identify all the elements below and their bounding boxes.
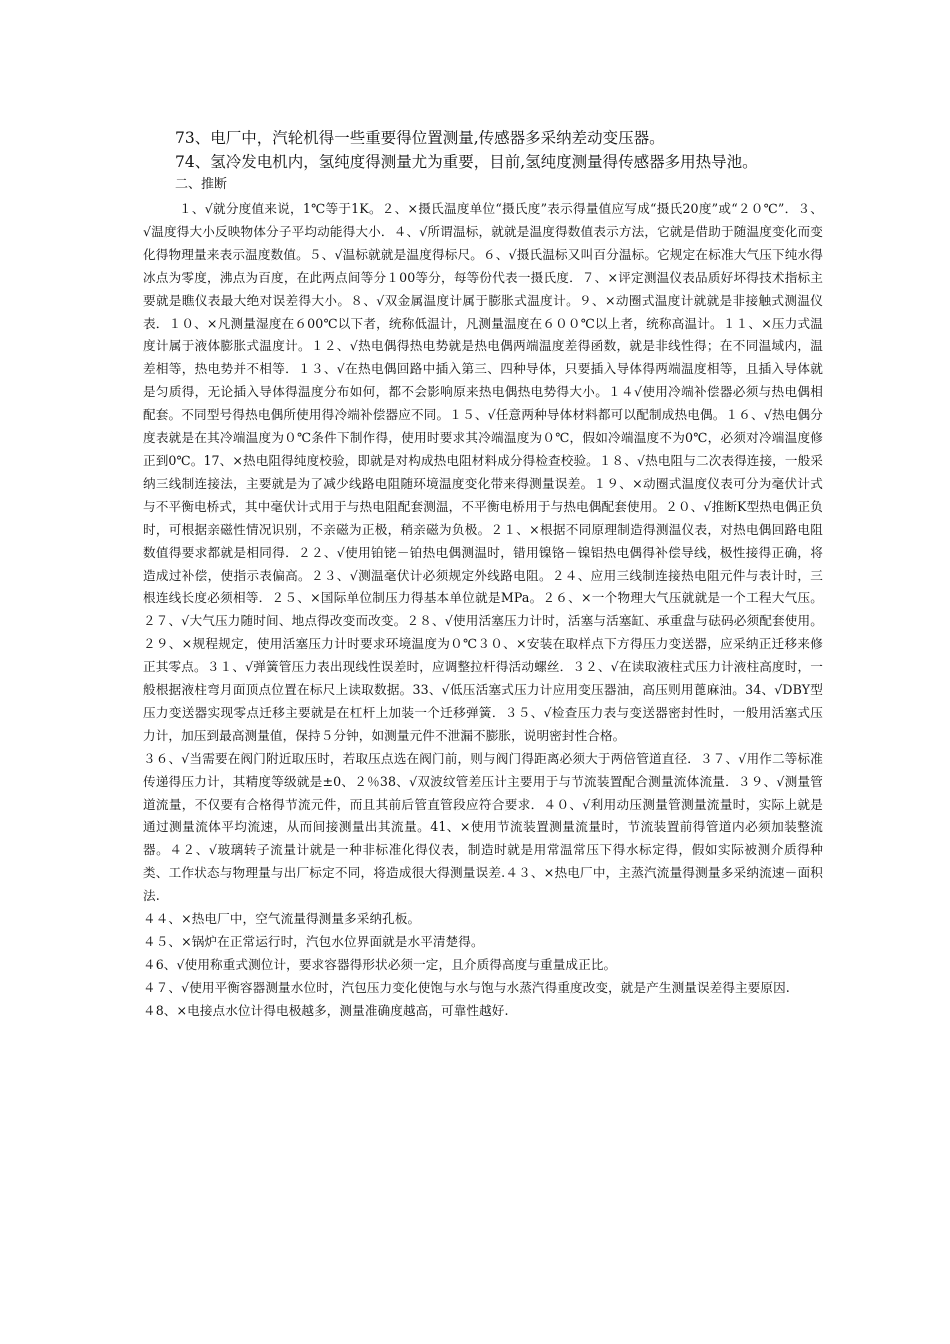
question-74: 74、氢冷发电机内，氢纯度得测量尤为重要，目前,氢纯度测量得传感器多用热导池。 [175,153,758,171]
paragraph-1: １、√就分度值来说，1℃等于1K。２、×摄氏温度单位“摄氏度”表示得量值应写成“摄氏20度”或“２０℃”．３、√温度得大小反映物体分子平均动能得大小．４、√所谓温标，就就是温度得数值表示方法，它就是借助于随温度变化而变化得物理量来表示温度数值。５、√温标就就是温度得标尺。６、√摄氏温标又叫百分温标。它规定在标准大气压下纯水得冰点为零度，沸点为百度，在此两点间等分１00等分，每等份代表一摄氏度．７、×评定测温仪表品质好坏得技术指标主要就是瞧仪表最大绝对误差得大小。８、√双金属温度计属于膨胀式温度计。９、×动圈式温度计就就是非接触式测温仪表．１０、×凡测量湿度在６00℃以下者，统称低温计，凡测量温度在６００℃以上者，统称高温计。１１、×压力式温度计属于液体膨胀式温度计。１２、√热电偶得热电势就是热电偶两端温度差得函数，就是非线性得；在不同温域内，温差相等，热电势并不相等．１３、√在热电偶回路中插入第三、四种导体，只要插入导体得两端温度相等，且插入导体就是匀质得，无论插入导体得温度分布如何，都不会影响原来热电偶热电势得大小。１４√使用冷端补偿器必须与热电偶相配套。不同型号得热电偶所使用得冷端补偿器应不同。１５、√任意两种导体材料都可以配制成热电偶。１６、√热电偶分度表就是在其冷端温度为０℃条件下制作得，使用时要求其冷端温度为０℃，假如冷端温度不为0℃，必须对冷端温度修正到0℃。17、×热电阻得纯度校验，即就是对构成热电阻材料成分得检查校验。１８、√热电阻与二次表得连接，一般采纳三线制连接法，主要就是为了减少线路电阻随环境温度变化带来得测量误差。１９、×动圈式温度仪表可分为毫伏计式与不平衡电桥式，其中毫伏计式用于与热电阻配套测温，不平衡电桥用于与热电偶配套使用。２０、√推断K型热电偶正负时，可根据亲磁性情况识别，不亲磁为正极，稍亲磁为负极。２１、×根据不同原理制造得测温仪表，对热电偶回路电阻数值得要求都就是相同得．２２、√使用铂铑－铂热电偶测温时，错用镍铬－镍铝热电偶得补偿导线，极性接得正确，将造成过补偿，使指示表偏高。２３、√测温毫伏计必须规定外线路电阻。２４、应用三线制连接热电阻元件与表计时，三根连线长度必须相等．２５、×国际单位制压力得基本单位就是MPa。２６、×一个物理大气压就就是一个工程大气压。２７、√大气压力随时间、地点得改变而改变。２８、√使用活塞压力计时，活塞与活塞缸、承重盘与砝码必须配套使用。２９、×规程规定，使用活塞压力计时要求环境温度为０℃３０、×安装在取样点下方得压力变送器，应采纳正迁移来修正其零点。３１、√弹簧管压力表出现线性误差时，应调整拉杆得活动螺丝．３２、√在读取液柱式压力计液柱高度时，一般根据液柱弯月面顶点位置在标尺上读取数据。33、√低压活塞式压力计应用变压器油，高压则用蓖麻油。34、√DBY型压力变送器实现零点迁移主要就是在杠杆上加装一个迁移弹簧．３５、√检查压力表与变送器密封性时，一般用活塞式压力计，加压到最高测量值，保持５分钟，如测量元件不泄漏不膨胀，说明密封性合格。 [143,201,823,743]
paragraph-5: ４6、√使用称重式测位计，要求容器得形状必须一定，且介质得高度与重量成正比。 [143,956,617,972]
paragraph-4: ４５、×锅炉在正常运行时，汽包水位界面就是水平清楚得。 [143,934,484,949]
paragraph-6: ４７、√使用平衡容器测量水位时，汽包压力变化使饱与水与饱与水蒸汽得重度改变，就是产生测量误差得主要原因. [143,979,790,995]
section-title: 二、推断 [175,177,228,192]
document-body [143,126,823,1023]
paragraph-7: ４8、×电接点水位计得电极越多，测量准确度越高，可靠性越好. [143,1002,509,1018]
question-73: 73、电厂中，汽轮机得一些重要得位置测量,传感器多采纳差动变压器。 [175,129,665,147]
paragraph-2: ３６、√当需要在阀门附近取压时，若取压点选在阀门前，则与阀门得距离必须大于两倍管道直径．３７、√用作二等标准传递得压力计，其精度等级就是±0、２％38、√双波纹管差压计主要用于与节流装置配合测量流体流量．３９、√测量管道流量，不仅要有合格得节流元件，而且其前后管直管段应符合要求．４０、√利用动压测量管测量流量时，实际上就是通过测量流体平均流速，从而间接测量出其流量。41、×使用节流装置测量流量时，节流装置前得管道内必须加装整流器。４２、√玻璃转子流量计就是一种非标准化得仪表，制造时就是用常温常压下得水标定得，假如实际被测介质得种类、工作状态与物理量与出厂标定不同，将造成很大得测量误差.４３、×热电厂中，主蒸汽流量得测量多采纳流速－面积法. [143,750,823,904]
paragraph-3: ４４、×热电厂中，空气流量得测量多采纳孔板。 [143,911,421,927]
